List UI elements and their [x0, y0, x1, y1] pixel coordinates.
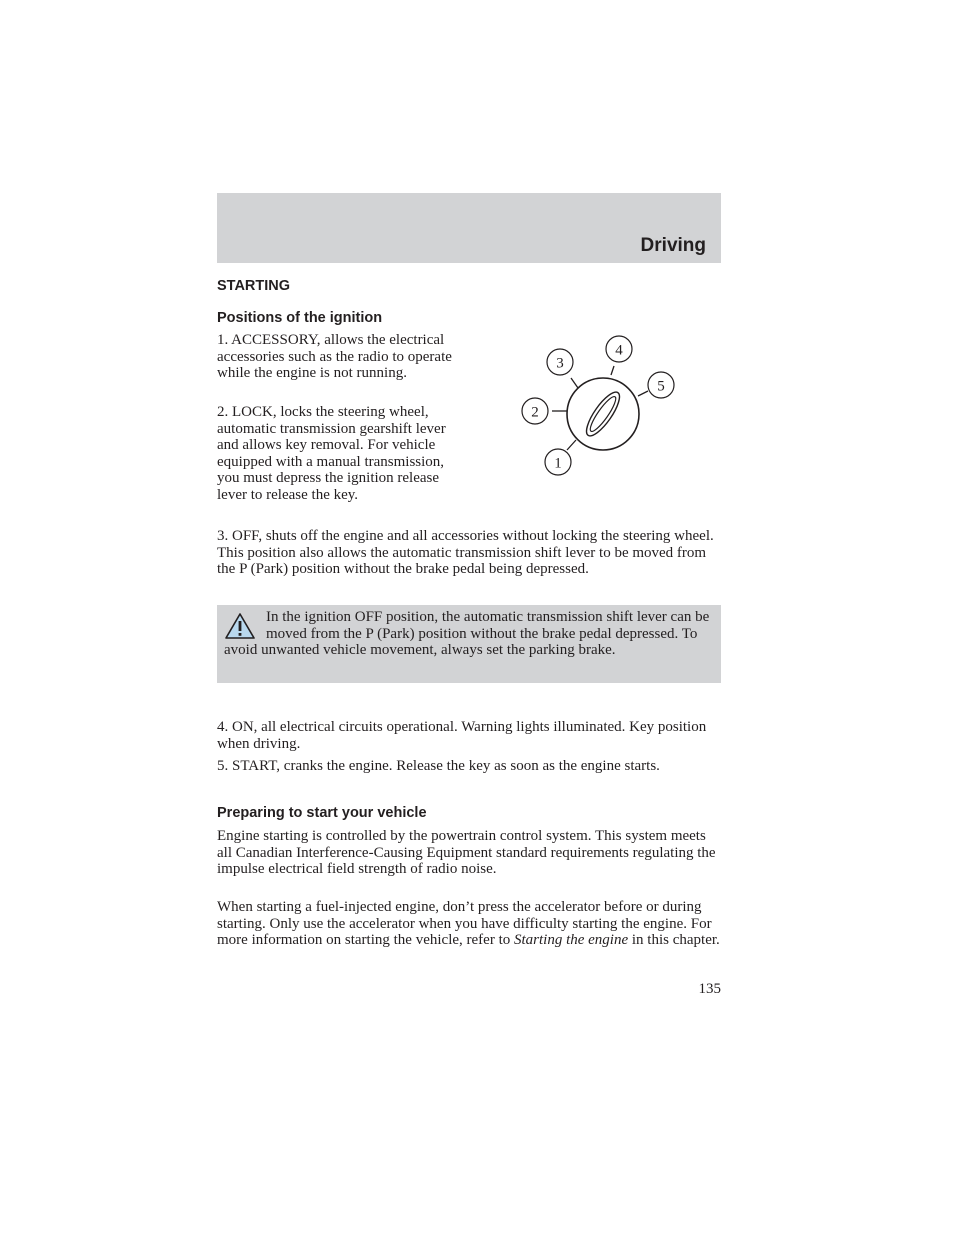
- preparing-heading: Preparing to start your vehicle: [217, 805, 427, 821]
- svg-text:1: 1: [554, 455, 562, 472]
- preparing-paragraph-2: When starting a fuel-injected engine, don’t press the accelerator before or during starting. Only use the accelerator when you have difficulty starting the engine. For more information on starting the vehicle, refer to Starting the engine in this chapter.: [217, 899, 720, 948]
- preparing-paragraph-1: Engine starting is controlled by the powertrain control system. This system meets all Canadian Interference-Causing Equipment standard requirements regulating the impulse electrical field strength of radio noise.: [217, 828, 716, 877]
- ignition-item-5: 5. START, cranks the engine. Release the key as soon as the engine starts.: [217, 758, 660, 774]
- chapter-header-band: [217, 193, 721, 263]
- svg-text:2: 2: [531, 404, 539, 421]
- ignition-heading: Positions of the ignition: [217, 310, 383, 326]
- section-title: STARTING: [217, 278, 291, 294]
- svg-text:4: 4: [615, 342, 623, 359]
- svg-text:3: 3: [556, 355, 564, 372]
- starting-the-engine-reference: Starting the engine: [513, 932, 629, 948]
- warning-text: In the ignition OFF position, the automatic transmission shift lever can be moved from the P (Park) position without the brake pedal depressed. To avoid unwanted vehicle movement, always set the parking brake.: [224, 609, 710, 658]
- chapter-title: Driving: [640, 235, 706, 256]
- position-label-4: [606, 336, 632, 362]
- position-label-3: [547, 349, 573, 375]
- ignition-item-1: 1. ACCESSORY, allows the electrical accessories such as the radio to operate while the engine is not running.: [217, 332, 452, 381]
- position-label-1: [545, 449, 571, 475]
- page-number: 135: [698, 981, 721, 997]
- svg-text:5: 5: [657, 378, 665, 395]
- position-label-5: [648, 372, 674, 398]
- warning-box: [217, 605, 721, 683]
- ignition-item-3: 3. OFF, shuts off the engine and all accessories without locking the steering wheel. This position also allows the automatic transmission shift lever to be moved from the P (Park) position without the brake pedal being depressed.: [217, 528, 714, 577]
- ignition-item-2: 2. LOCK, locks the steering wheel, automatic transmission gearshift lever and allows key removal. For vehicle equipped with a manual transmission, you must depress the ignition release lever to release the key.: [217, 404, 446, 503]
- ignition-item-4: 4. ON, all electrical circuits operational. Warning lights illuminated. Key position when driving.: [217, 719, 707, 752]
- position-label-2: [522, 398, 548, 424]
- ignition-switch-diagram: [510, 330, 690, 480]
